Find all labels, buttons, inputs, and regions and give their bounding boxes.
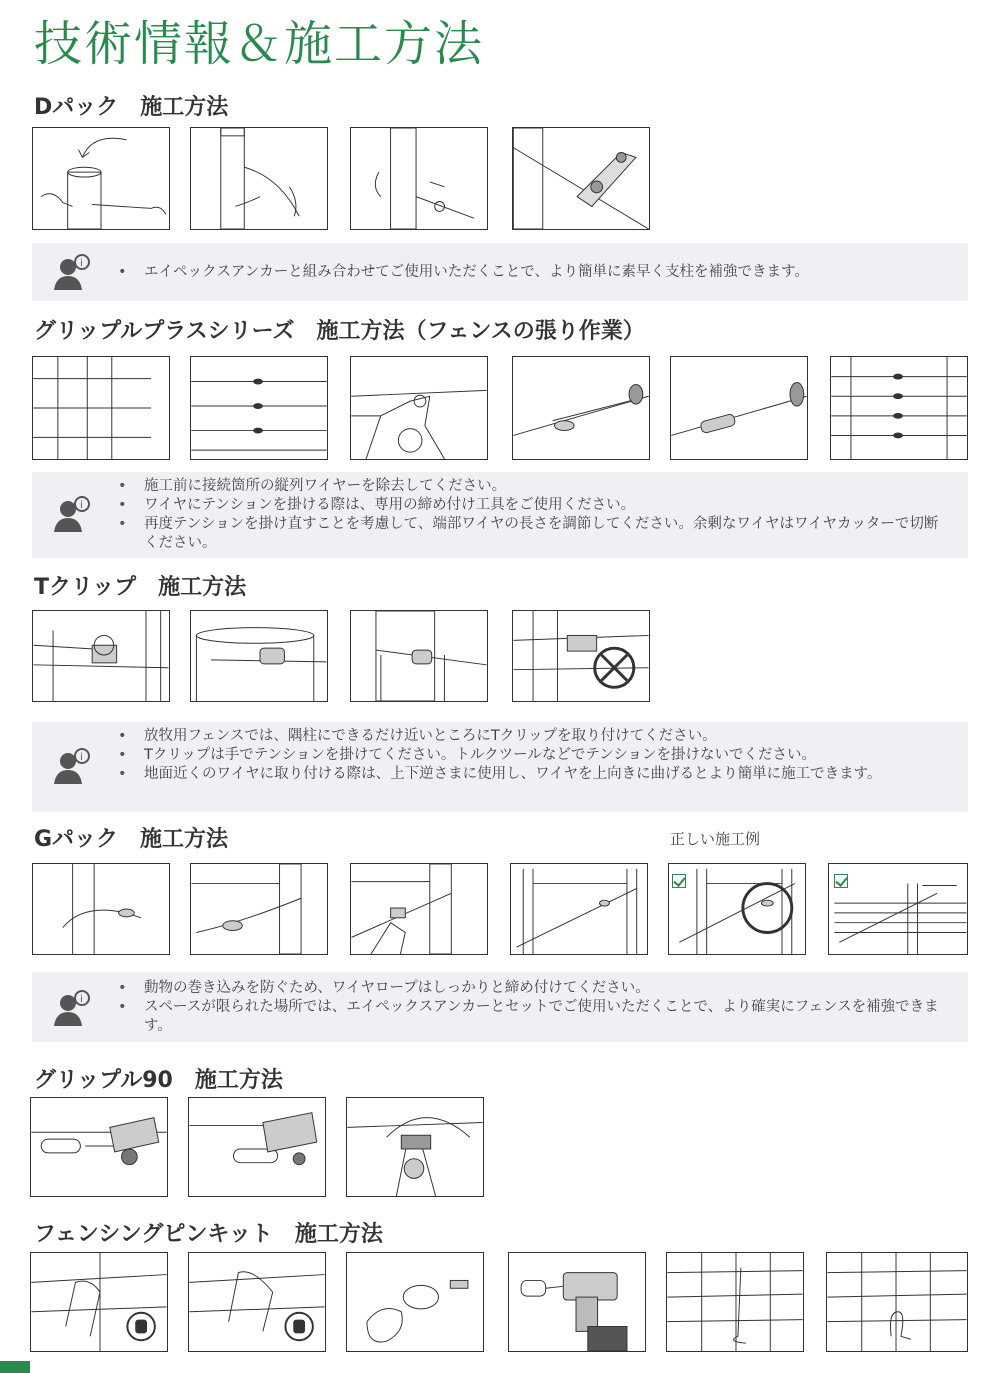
correct-example-caption: 正しい施工例 [670, 830, 761, 848]
tclip-step-1-illustration [32, 610, 170, 702]
note-item: • 地面近くのワイヤに取り付ける際は、上下逆さまに使用し、ワイヤを上向きに曲げるとより簡単に施工できます。 [114, 765, 950, 784]
pinkit-step-5-illustration [666, 1252, 804, 1352]
section-title-gpack: Gパック 施工方法 [34, 827, 229, 852]
gpack-step-2-illustration [190, 863, 328, 955]
svg-text:i: i [80, 752, 83, 763]
gripple-plus-step-3-illustration [350, 356, 488, 460]
dpack-step-1-illustration [32, 127, 170, 230]
pinkit-step-2-illustration [188, 1252, 326, 1352]
tclip-step-3-illustration [350, 610, 488, 702]
dpack-step-3-illustration [350, 127, 488, 230]
note-item: • ワイヤにテンションを掛ける際は、専用の締め付け工具をご使用ください。 [114, 496, 950, 515]
svg-text:i: i [80, 994, 83, 1005]
section-title-gripple-plus: グリップルプラスシリーズ 施工方法（フェンスの張り作業） [34, 319, 645, 344]
gripple-plus-step-5-illustration [670, 356, 808, 460]
svg-text:i: i [80, 258, 83, 269]
page-title: 技術情報＆施工方法 [34, 16, 485, 72]
gpack-correct-example-1 [668, 863, 806, 955]
gpack-step-4-illustration [510, 863, 648, 955]
gripple-plus-step-2-illustration [190, 356, 328, 460]
note-item: • 再度テンションを掛け直すことを考慮して、端部ワイヤの長さを調節してください。余剰なワイヤはワイヤカッターで切断ください。 [114, 515, 950, 553]
pinkit-step-6-illustration [826, 1252, 968, 1352]
section-title-dpack: Dパック 施工方法 [34, 95, 229, 120]
note-item: • 放牧用フェンスでは、隅柱にできるだけ近いところにTクリップを取り付けてください。 [114, 727, 950, 746]
tclip-step-2-illustration [190, 610, 328, 702]
checkmark-icon [834, 874, 848, 888]
gripple90-step-2-illustration [188, 1097, 326, 1197]
note-item: • エイペックスアンカーと組み合わせてご使用いただくことで、より簡単に素早く支柱を補強できます。 [114, 263, 950, 282]
note-item: • Tクリップは手でテンションを掛けてください。トルクツールなどでテンションを掛けないでください。 [114, 746, 950, 765]
pinkit-step-3-illustration [346, 1252, 484, 1352]
gripple-plus-step-4-illustration [512, 356, 650, 460]
gripple90-step-3-illustration [346, 1097, 484, 1197]
section-title-pinkit: フェンシングピンキット 施工方法 [34, 1222, 383, 1247]
pinkit-step-1-illustration [30, 1252, 168, 1352]
person-info-icon [52, 252, 92, 292]
gpack-correct-example-2 [828, 863, 968, 955]
gripple90-step-1-illustration [30, 1097, 168, 1197]
section-title-gripple90: グリップル90 施工方法 [34, 1068, 283, 1093]
gpack-note-box [32, 972, 968, 1042]
gripple-plus-note-box [32, 472, 968, 558]
tclip-step-4-illustration [512, 610, 650, 702]
dpack-step-2-illustration [190, 127, 328, 230]
dpack-note-box [32, 243, 968, 301]
page-corner-accent [0, 1361, 30, 1373]
section-title-tclip: Tクリップ 施工方法 [34, 575, 247, 600]
gpack-step-3-illustration [350, 863, 488, 955]
gpack-step-1-illustration [32, 863, 170, 955]
hand-stop-icon [135, 1320, 147, 1334]
gripple-plus-step-1-illustration [32, 356, 170, 460]
checkmark-icon [672, 874, 686, 888]
person-info-icon [52, 746, 92, 786]
svg-text:i: i [80, 500, 83, 511]
person-info-icon [52, 988, 92, 1028]
note-item: • 動物の巻き込みを防ぐため、ワイヤロープはしっかりと締め付けてください。 [114, 979, 950, 998]
gripple-plus-step-6-illustration [830, 356, 968, 460]
pinkit-step-4-illustration [508, 1252, 646, 1352]
dpack-step-4-illustration [512, 127, 650, 230]
tclip-note-box [32, 722, 968, 812]
person-info-icon [52, 494, 92, 534]
note-item: • スペースが限られた場所では、エイペックスアンカーとセットでご使用いただくことで、より確実にフェンスを補強できます。 [114, 998, 950, 1036]
note-item: • 施工前に接続箇所の縦列ワイヤーを除去してください。 [114, 477, 950, 496]
